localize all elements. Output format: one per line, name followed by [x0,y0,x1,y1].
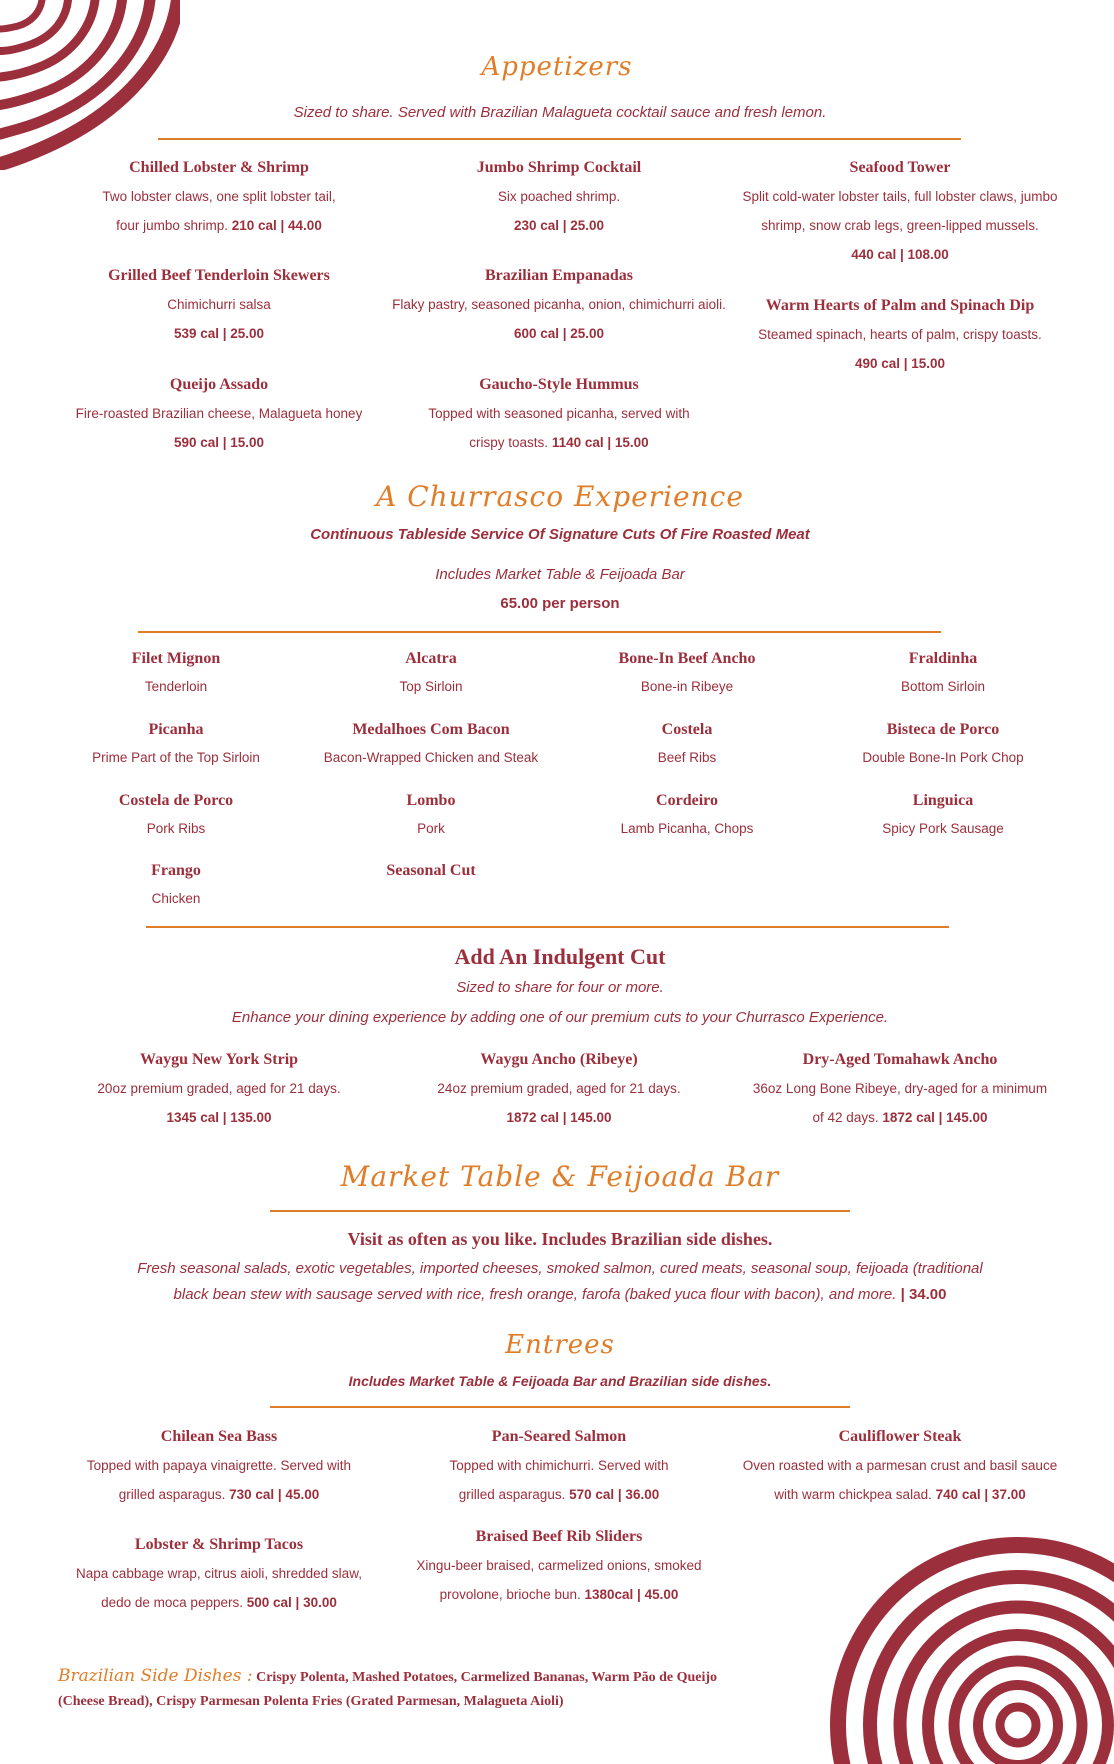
item-price: 1380cal | 45.00 [584,1587,679,1602]
menu-item [730,1051,1070,1132]
divider [270,1210,850,1212]
menu-item [389,1528,729,1609]
indulgent-subtitle: Sized to share for four or more. [456,979,664,996]
item-name: Seafood Tower [849,159,951,176]
cut-name: Bone-In Beef Ancho [618,650,756,667]
item-name: Warm Hearts of Palm and Spinach Dip [765,297,1035,314]
cut-description: Double Bone-In Pork Chop [862,750,1024,765]
item-price: 1140 cal | 15.00 [551,435,649,450]
menu-item [389,159,729,240]
meat-cut [306,650,556,697]
item-description: Napa cabbage wrap, citrus aioli, shredded slaw, dedo de moca peppers. 500 cal | 30.00 [76,1566,362,1610]
menu-item [389,267,729,348]
cut-name: Filet Mignon [131,650,221,667]
meat-cut [51,862,301,909]
item-price: 590 cal | 15.00 [173,435,265,450]
meat-cut [562,721,812,768]
cut-name: Picanha [148,721,204,738]
indulgent-heading: Add An Indulgent Cut [454,944,666,969]
item-price: 210 cal | 44.00 [231,218,322,233]
item-price: 500 cal | 30.00 [246,1595,337,1610]
cut-description: Top Sirloin [399,679,463,694]
item-description: Topped with chimichurri. Served with grilled asparagus. 570 cal | 36.00 [449,1458,669,1502]
item-description: Two lobster claws, one split lobster tail, four jumbo shrimp. 210 cal | 44.00 [102,189,336,233]
item-name: Pan-Seared Salmon [491,1428,627,1445]
item-description: Chimichurri salsa 539 cal | 25.00 [167,297,271,341]
menu-item [49,1536,389,1617]
appetizers-subtitle: Sized to share. Served with Brazilian Malagueta cocktail sauce and fresh lemon. [293,104,827,121]
market-heading: Market Table & Feijoada Bar [340,1160,780,1193]
entrees-subtitle: Includes Market Table & Feijoada Bar and Brazilian side dishes. [348,1373,772,1389]
cut-name: Alcatra [405,650,457,667]
divider [146,926,949,928]
menu-item [389,1051,729,1132]
divider [158,138,961,140]
item-name: Grilled Beef Tenderloin Skewers [108,267,330,284]
meat-cut [562,650,812,697]
cut-description: Tenderloin [144,679,208,694]
indulgent-description: Enhance your dining experience by adding one of our premium cuts to your Churrasco Experience. [231,1009,889,1026]
meat-cut [51,792,301,839]
menu-item [389,376,729,457]
item-description: 36oz Long Bone Ribeye, dry-aged for a minimum of 42 days. 1872 cal | 145.00 [752,1081,1048,1125]
menu-item [730,159,1070,269]
item-name: Dry-Aged Tomahawk Ancho [802,1051,998,1068]
meat-cut [818,650,1068,697]
side-dishes [58,1664,838,1714]
item-description: Split cold-water lobster tails, full lobster claws, jumbo shrimp, snow crab legs, green-lipped mussels. 440 cal | 108.00 [742,189,1058,262]
meat-cut [306,862,556,880]
side-dishes-line1: Crispy Polenta, Mashed Potatoes, Carmelized Bananas, Warm Pão de Queijo [256,1670,718,1685]
item-price: 1872 cal | 145.00 [882,1110,988,1125]
divider [270,1406,850,1408]
cut-name: Costela de Porco [118,792,234,809]
cut-name: Linguica [912,792,974,809]
cut-name: Medalhoes Com Bacon [352,721,510,738]
divider [138,631,941,633]
market-price: | 34.00 [900,1286,947,1303]
cut-name: Frango [151,862,201,879]
meat-cut [306,792,556,839]
item-description: Flaky pastry, seasoned picanha, onion, chimichurri aioli. 600 cal | 25.00 [392,297,726,341]
churrasco-tagline: Continuous Tableside Service Of Signature Cuts Of Fire Roasted Meat [310,526,810,543]
menu-item [730,1428,1070,1509]
side-dishes-label: Brazilian Side Dishes : [58,1666,253,1686]
cut-description: Bacon-Wrapped Chicken and Steak [323,750,539,765]
cut-description: Bone-in Ribeye [640,679,734,694]
item-description: 24oz premium graded, aged for 21 days. 1872 cal | 145.00 [437,1081,681,1125]
item-name: Chilean Sea Bass [160,1428,278,1445]
menu-item [389,1428,729,1509]
item-price: 440 cal | 108.00 [851,247,949,262]
cut-description: Beef Ribs [657,750,717,765]
item-description: 20oz premium graded, aged for 21 days. 1345 cal | 135.00 [97,1081,341,1125]
swirl-decoration-top-left [0,0,180,170]
item-price: 539 cal | 25.00 [173,326,265,341]
item-price: 490 cal | 15.00 [854,356,946,371]
market-lead: Visit as often as you like. Includes Brazilian side dishes. [347,1229,773,1249]
cut-name: Costela [661,721,713,738]
item-name: Chilled Lobster & Shrimp [129,159,309,176]
item-description: Topped with papaya vinaigrette. Served with grilled asparagus. 730 cal | 45.00 [86,1458,352,1502]
item-description: Fire-roasted Brazilian cheese, Malagueta honey 590 cal | 15.00 [75,406,363,450]
item-name: Jumbo Shrimp Cocktail [476,159,642,176]
item-description: Topped with seasoned picanha, served with crispy toasts. 1140 cal | 15.00 [428,406,690,450]
item-price: 600 cal | 25.00 [513,326,605,341]
item-price: 1345 cal | 135.00 [166,1110,272,1125]
item-name: Waygu New York Strip [139,1051,299,1068]
churrasco-price: 65.00 per person [500,595,620,612]
menu-item [49,376,389,457]
item-description: Xingu-beer braised, carmelized onions, smoked provolone, brioche bun. 1380cal | 45.00 [416,1558,702,1602]
meat-cut [51,721,301,768]
cut-description: Pork [417,821,445,836]
meat-cut [818,792,1068,839]
cut-description: Spicy Pork Sausage [882,821,1004,836]
cut-name: Fraldinha [908,650,978,667]
item-name: Queijo Assado [169,376,269,393]
item-price: 230 cal | 25.00 [513,218,605,233]
cut-description: Bottom Sirloin [900,679,986,694]
item-name: Brazilian Empanadas [484,267,634,284]
menu-item [49,1428,389,1509]
item-price: 740 cal | 37.00 [935,1487,1026,1502]
side-dishes-line2: (Cheese Bread), Crispy Parmesan Polenta Fries (Grated Parmesan, Malagueta Aioli) [58,1694,564,1709]
meat-cut [306,721,556,768]
item-price: 730 cal | 45.00 [229,1487,320,1502]
menu-item [49,1051,389,1132]
cut-description: Pork Ribs [146,821,206,836]
item-name: Lobster & Shrimp Tacos [134,1536,304,1553]
appetizers-heading: Appetizers [481,52,633,82]
meat-cut [818,721,1068,768]
item-description: Six poached shrimp. 230 cal | 25.00 [497,189,621,233]
item-name: Gaucho-Style Hummus [479,376,639,393]
item-name: Braised Beef Rib Sliders [475,1528,643,1545]
cut-name: Cordeiro [656,792,718,809]
market-description-line1: Fresh seasonal salads, exotic vegetables, imported cheeses, smoked salmon, cured meats, seasonal soup, feijoada (traditional [137,1260,983,1277]
churrasco-heading: A Churrasco Experience [376,480,744,513]
cut-name: Bisteca de Porco [886,721,1000,738]
meat-cut [562,792,812,839]
menu-item [49,159,389,240]
item-description: Steamed spinach, hearts of palm, crispy toasts. 490 cal | 15.00 [758,327,1042,371]
item-name: Waygu Ancho (Ribeye) [480,1051,638,1068]
item-price: 1872 cal | 145.00 [506,1110,612,1125]
cut-name: Seasonal Cut [386,862,476,879]
market-description-line2: black bean stew with sausage served with rice, fresh orange, farofa (baked yuca flour with bacon), and more. | 34.00 [173,1286,947,1303]
meat-cut [51,650,301,697]
cut-description: Chicken [151,891,201,906]
swirl-decoration-bottom-right [828,1510,1114,1764]
item-description: Oven roasted with a parmesan crust and basil sauce with warm chickpea salad. 740 cal | 37.00 [742,1458,1058,1502]
churrasco-includes: Includes Market Table & Feijoada Bar [435,566,685,583]
cut-description: Prime Part of the Top Sirloin [92,750,260,765]
menu-item [730,297,1070,378]
item-price: 570 cal | 36.00 [569,1487,660,1502]
cut-description: Lamb Picanha, Chops [620,821,754,836]
item-name: Cauliflower Steak [838,1428,962,1445]
entrees-heading: Entrees [505,1330,615,1360]
menu-item [49,267,389,348]
cut-name: Lombo [406,792,456,809]
